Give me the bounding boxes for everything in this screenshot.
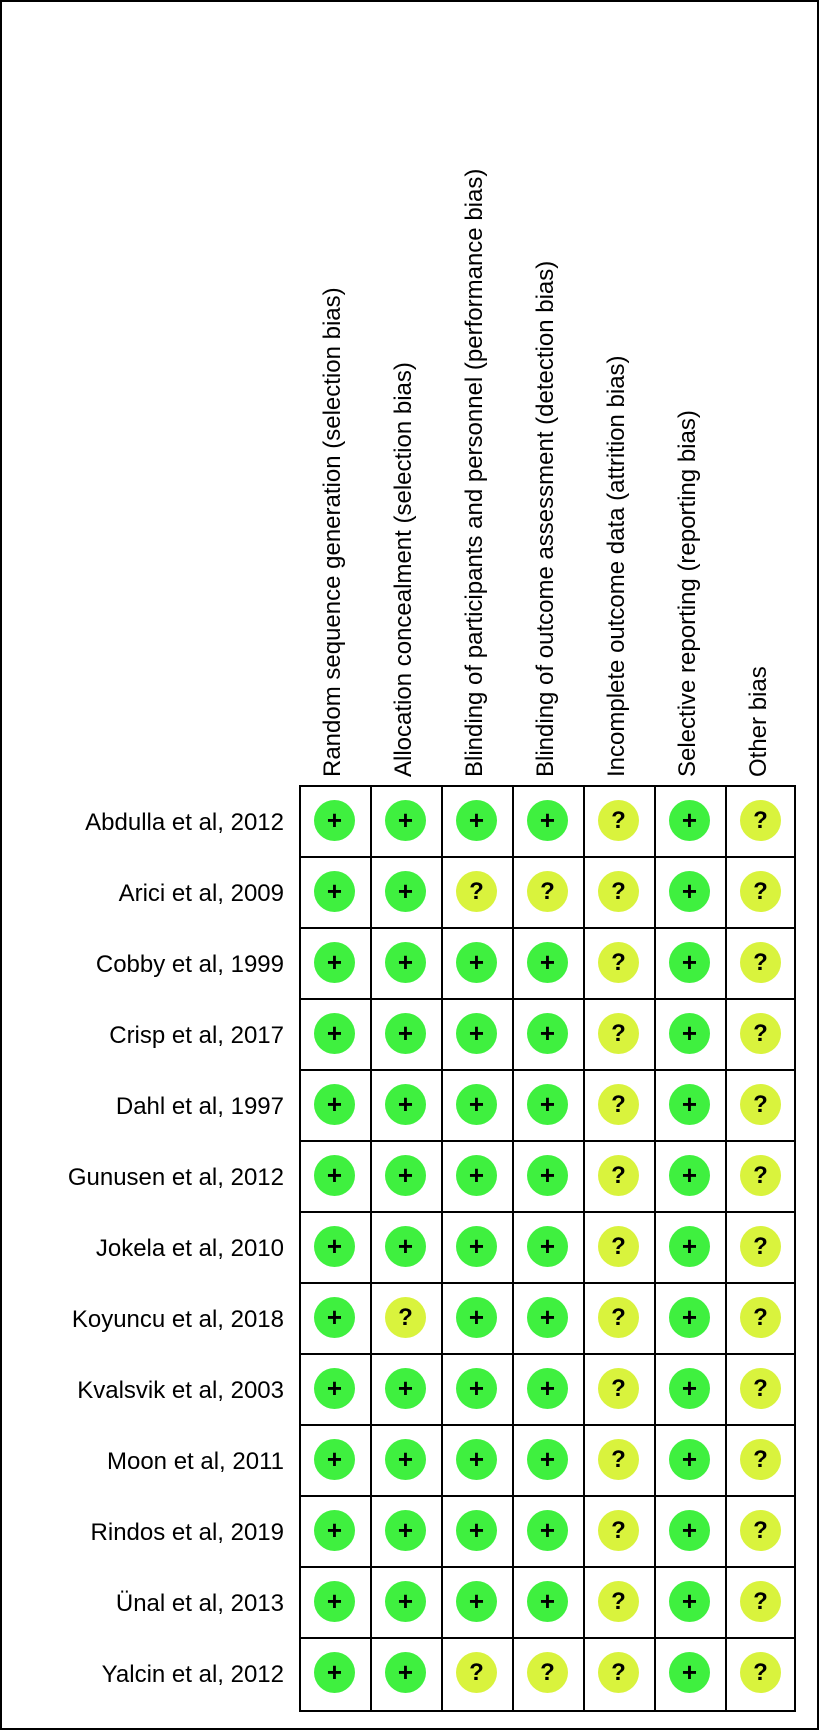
low-risk-marker: + bbox=[385, 871, 426, 912]
grid-row-divider bbox=[301, 927, 794, 929]
domain-header-label: Incomplete outcome data (attrition bias) bbox=[603, 355, 630, 777]
study-label: Crisp et al, 2017 bbox=[109, 1022, 284, 1049]
unclear-risk-marker: ? bbox=[740, 871, 781, 912]
low-risk-marker: + bbox=[669, 1226, 710, 1267]
unclear-risk-marker: ? bbox=[740, 1439, 781, 1480]
unclear-risk-marker: ? bbox=[598, 1084, 639, 1125]
unclear-risk-marker: ? bbox=[740, 1013, 781, 1054]
unclear-risk-marker: ? bbox=[598, 1510, 639, 1551]
low-risk-marker: + bbox=[669, 1368, 710, 1409]
low-risk-marker: + bbox=[527, 1297, 568, 1338]
grid-row-divider bbox=[301, 1353, 794, 1355]
low-risk-marker: + bbox=[669, 1652, 710, 1693]
unclear-risk-marker: ? bbox=[740, 1510, 781, 1551]
unclear-risk-marker: ? bbox=[456, 1652, 497, 1693]
unclear-risk-marker: ? bbox=[740, 1084, 781, 1125]
low-risk-marker: + bbox=[314, 1510, 355, 1551]
domain-header-label: Random sequence generation (selection bias) bbox=[319, 287, 346, 777]
low-risk-marker: + bbox=[385, 800, 426, 841]
unclear-risk-marker: ? bbox=[740, 1155, 781, 1196]
unclear-risk-marker: ? bbox=[740, 1652, 781, 1693]
low-risk-marker: + bbox=[669, 942, 710, 983]
study-label: Moon et al, 2011 bbox=[106, 1448, 284, 1475]
unclear-risk-marker: ? bbox=[740, 1297, 781, 1338]
low-risk-marker: + bbox=[385, 1368, 426, 1409]
grid-column-divider bbox=[512, 787, 514, 1710]
domain-header-label: Blinding of outcome assessment (detection bias) bbox=[532, 260, 559, 777]
low-risk-marker: + bbox=[314, 1581, 355, 1622]
low-risk-marker: + bbox=[456, 942, 497, 983]
study-label: Jokela et al, 2010 bbox=[95, 1235, 284, 1262]
low-risk-marker: + bbox=[314, 1226, 355, 1267]
low-risk-marker: + bbox=[314, 942, 355, 983]
low-risk-marker: + bbox=[385, 1581, 426, 1622]
low-risk-marker: + bbox=[527, 1226, 568, 1267]
low-risk-marker: + bbox=[385, 942, 426, 983]
unclear-risk-marker: ? bbox=[598, 1581, 639, 1622]
study-label: Dahl et al, 1997 bbox=[115, 1093, 284, 1120]
low-risk-marker: + bbox=[527, 1439, 568, 1480]
low-risk-marker: + bbox=[314, 1013, 355, 1054]
unclear-risk-marker: ? bbox=[598, 871, 639, 912]
unclear-risk-marker: ? bbox=[598, 1155, 639, 1196]
grid-row-divider bbox=[301, 1424, 794, 1426]
low-risk-marker: + bbox=[385, 1652, 426, 1693]
grid-row-divider bbox=[301, 998, 794, 1000]
unclear-risk-marker: ? bbox=[598, 942, 639, 983]
low-risk-marker: + bbox=[385, 1155, 426, 1196]
low-risk-marker: + bbox=[314, 1084, 355, 1125]
low-risk-marker: + bbox=[527, 1510, 568, 1551]
risk-of-bias-grid bbox=[299, 785, 796, 1712]
low-risk-marker: + bbox=[669, 1155, 710, 1196]
low-risk-marker: + bbox=[669, 800, 710, 841]
unclear-risk-marker: ? bbox=[598, 1226, 639, 1267]
study-label: Rindos et al, 2019 bbox=[90, 1519, 284, 1546]
low-risk-marker: + bbox=[314, 871, 355, 912]
unclear-risk-marker: ? bbox=[598, 1368, 639, 1409]
low-risk-marker: + bbox=[385, 1084, 426, 1125]
low-risk-marker: + bbox=[527, 942, 568, 983]
study-label: Gunusen et al, 2012 bbox=[67, 1164, 284, 1191]
low-risk-marker: + bbox=[456, 1155, 497, 1196]
domain-header-label: Blinding of participants and personnel (performance bias) bbox=[461, 168, 488, 777]
grid-row-divider bbox=[301, 1211, 794, 1213]
low-risk-marker: + bbox=[456, 1297, 497, 1338]
low-risk-marker: + bbox=[456, 1226, 497, 1267]
unclear-risk-marker: ? bbox=[598, 1652, 639, 1693]
study-label: Yalcin et al, 2012 bbox=[101, 1661, 284, 1688]
unclear-risk-marker: ? bbox=[740, 1581, 781, 1622]
grid-row-divider bbox=[301, 1566, 794, 1568]
low-risk-marker: + bbox=[314, 1297, 355, 1338]
low-risk-marker: + bbox=[669, 1439, 710, 1480]
low-risk-marker: + bbox=[669, 1084, 710, 1125]
unclear-risk-marker: ? bbox=[527, 1652, 568, 1693]
low-risk-marker: + bbox=[456, 800, 497, 841]
unclear-risk-marker: ? bbox=[456, 871, 497, 912]
grid-column-divider bbox=[370, 787, 372, 1710]
low-risk-marker: + bbox=[314, 1652, 355, 1693]
study-label: Cobby et al, 1999 bbox=[95, 951, 284, 978]
grid-row-divider bbox=[301, 856, 794, 858]
grid-column-divider bbox=[441, 787, 443, 1710]
low-risk-marker: + bbox=[456, 1013, 497, 1054]
unclear-risk-marker: ? bbox=[598, 800, 639, 841]
low-risk-marker: + bbox=[669, 1297, 710, 1338]
low-risk-marker: + bbox=[669, 1013, 710, 1054]
unclear-risk-marker: ? bbox=[740, 1226, 781, 1267]
study-label: Abdulla et al, 2012 bbox=[85, 809, 284, 836]
low-risk-marker: + bbox=[385, 1226, 426, 1267]
grid-column-divider bbox=[583, 787, 585, 1710]
low-risk-marker: + bbox=[669, 1510, 710, 1551]
low-risk-marker: + bbox=[527, 1084, 568, 1125]
unclear-risk-marker: ? bbox=[527, 871, 568, 912]
grid-row-divider bbox=[301, 1140, 794, 1142]
low-risk-marker: + bbox=[314, 1155, 355, 1196]
grid-column-divider bbox=[654, 787, 656, 1710]
low-risk-marker: + bbox=[385, 1510, 426, 1551]
low-risk-marker: + bbox=[527, 1368, 568, 1409]
low-risk-marker: + bbox=[314, 800, 355, 841]
unclear-risk-marker: ? bbox=[598, 1297, 639, 1338]
study-label: Arici et al, 2009 bbox=[118, 880, 284, 907]
low-risk-marker: + bbox=[669, 871, 710, 912]
low-risk-marker: + bbox=[314, 1439, 355, 1480]
grid-column-divider bbox=[725, 787, 727, 1710]
unclear-risk-marker: ? bbox=[598, 1013, 639, 1054]
low-risk-marker: + bbox=[456, 1439, 497, 1480]
unclear-risk-marker: ? bbox=[385, 1297, 426, 1338]
study-label: Koyuncu et al, 2018 bbox=[71, 1306, 284, 1333]
unclear-risk-marker: ? bbox=[740, 942, 781, 983]
low-risk-marker: + bbox=[385, 1013, 426, 1054]
unclear-risk-marker: ? bbox=[740, 1368, 781, 1409]
low-risk-marker: + bbox=[456, 1084, 497, 1125]
study-label: Ünal et al, 2013 bbox=[115, 1590, 284, 1617]
low-risk-marker: + bbox=[527, 1581, 568, 1622]
domain-header-label: Allocation concealment (selection bias) bbox=[390, 362, 417, 777]
low-risk-marker: + bbox=[385, 1439, 426, 1480]
grid-row-divider bbox=[301, 1069, 794, 1071]
low-risk-marker: + bbox=[527, 1155, 568, 1196]
domain-header-label: Other bias bbox=[745, 666, 772, 777]
low-risk-marker: + bbox=[669, 1581, 710, 1622]
low-risk-marker: + bbox=[456, 1368, 497, 1409]
unclear-risk-marker: ? bbox=[598, 1439, 639, 1480]
study-label: Kvalsvik et al, 2003 bbox=[77, 1377, 284, 1404]
low-risk-marker: + bbox=[456, 1581, 497, 1622]
grid-row-divider bbox=[301, 1282, 794, 1284]
domain-header-label: Selective reporting (reporting bias) bbox=[674, 410, 701, 777]
grid-row-divider bbox=[301, 1495, 794, 1497]
low-risk-marker: + bbox=[456, 1510, 497, 1551]
low-risk-marker: + bbox=[527, 1013, 568, 1054]
unclear-risk-marker: ? bbox=[740, 800, 781, 841]
low-risk-marker: + bbox=[314, 1368, 355, 1409]
low-risk-marker: + bbox=[527, 800, 568, 841]
grid-row-divider bbox=[301, 1637, 794, 1639]
